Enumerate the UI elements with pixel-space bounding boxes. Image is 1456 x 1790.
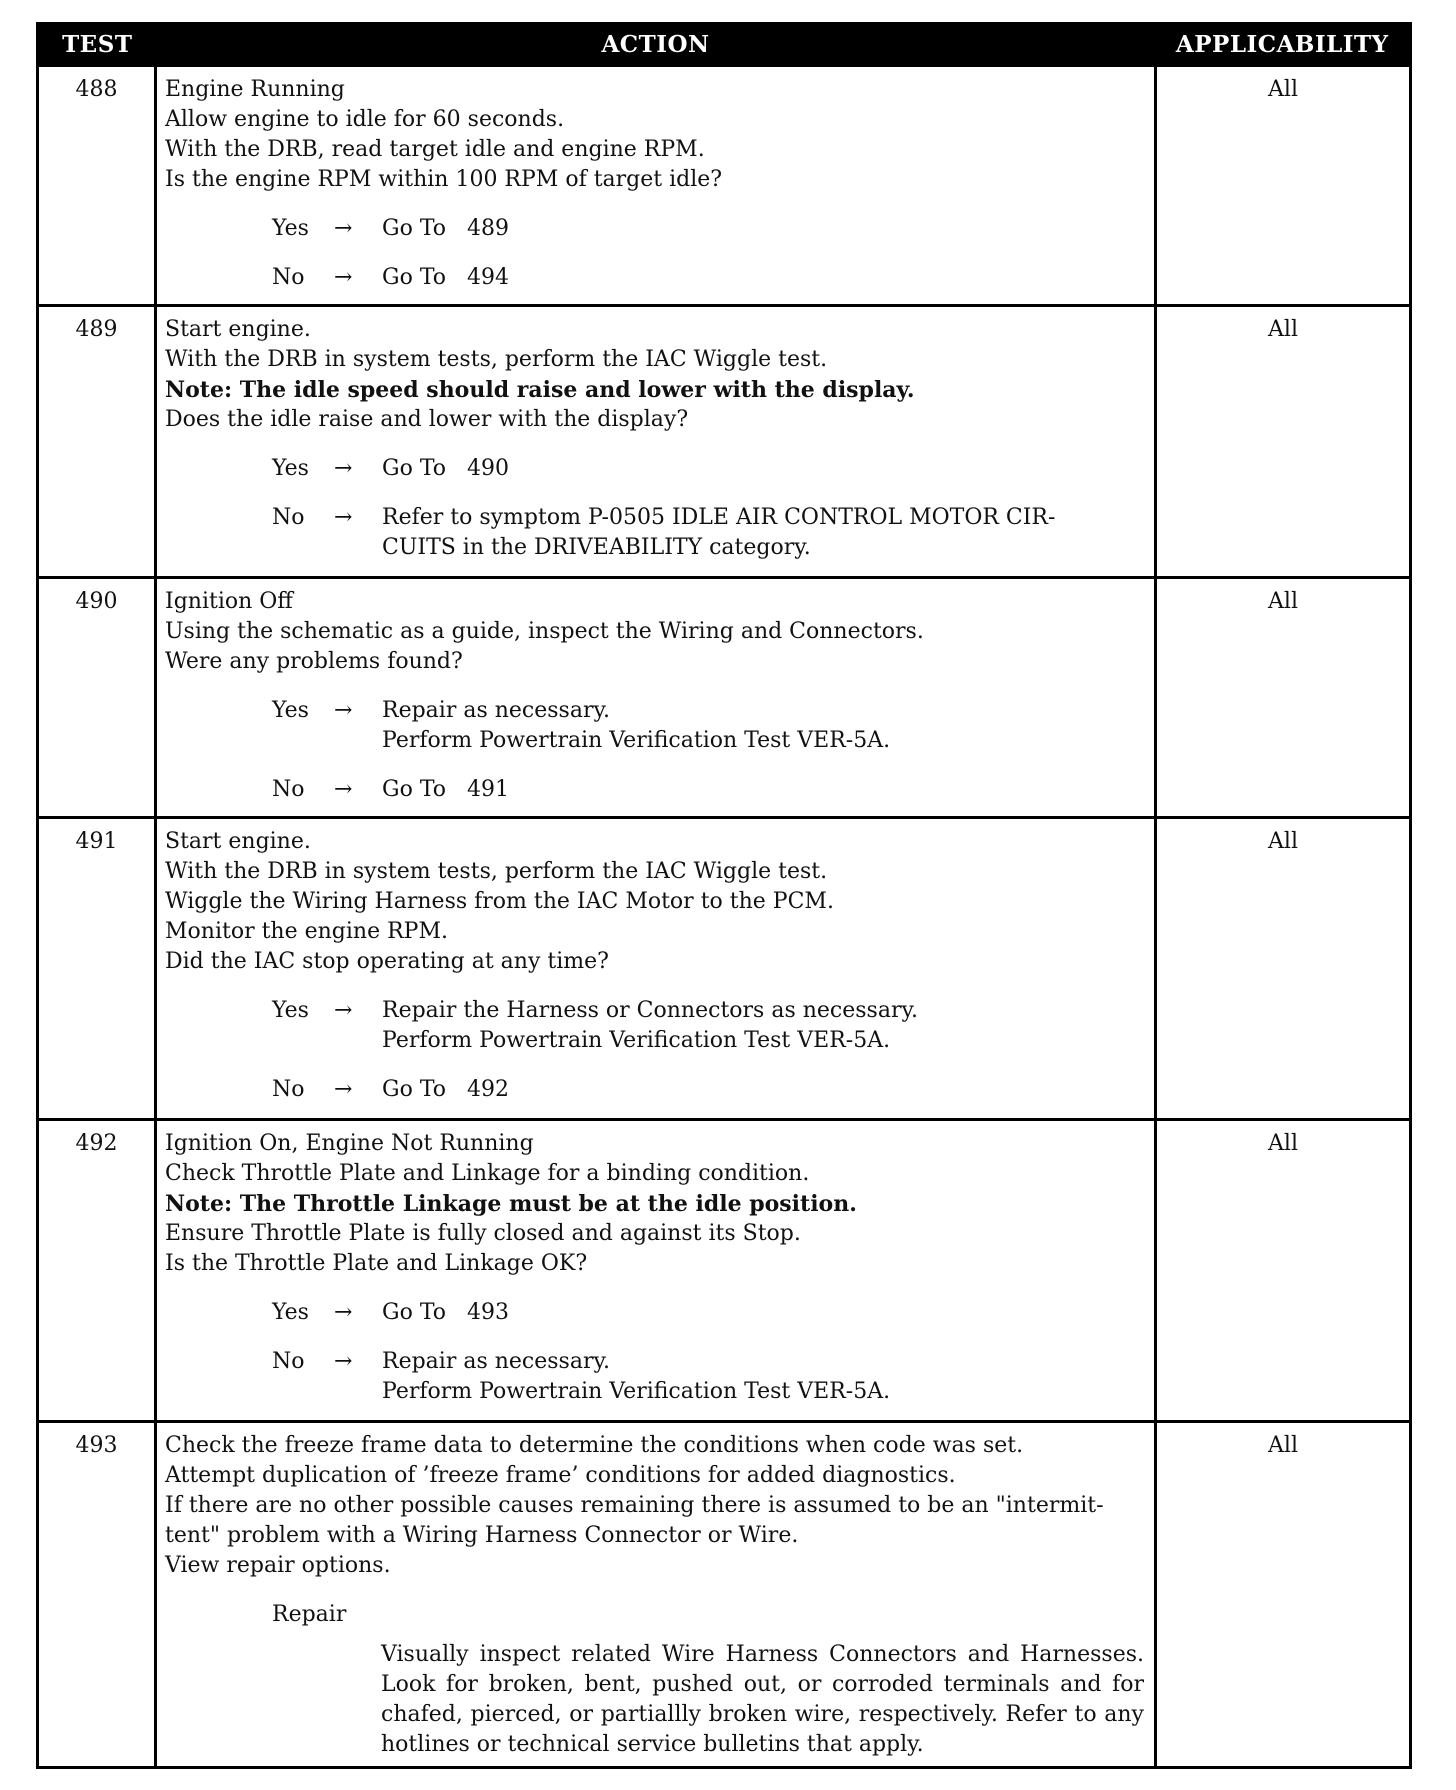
action-line: With the DRB in system tests, perform the IAC Wiggle test. — [165, 859, 828, 884]
right-arrow-icon: → — [334, 1349, 353, 1374]
right-arrow-icon: → — [334, 998, 353, 1023]
note-text: Note: The idle speed should raise and lower with the display. — [165, 377, 915, 403]
yes-branch — [272, 1298, 1144, 1328]
yes-branch — [272, 696, 1144, 756]
table-header — [38, 24, 1411, 66]
applicability: All — [1156, 578, 1411, 818]
no-branch — [272, 775, 1144, 805]
note-text: Note: The Throttle Linkage must be at the idle position. — [165, 1191, 857, 1217]
action-line: View repair options. — [165, 1553, 391, 1578]
right-arrow-icon: → — [334, 698, 353, 723]
no-result: Repair as necessary. — [382, 1349, 610, 1374]
action-cell — [156, 306, 1156, 578]
action-cell — [156, 1422, 1156, 1768]
action-cell — [156, 578, 1156, 818]
no-result: Perform Powertrain Verification Test VER-5A. — [382, 1379, 891, 1404]
yes-result: Go To 489 — [382, 216, 509, 241]
yes-label: Yes — [272, 698, 309, 723]
applicability: All — [1156, 66, 1411, 306]
action-line: tent" problem with a Wiring Harness Connector or Wire. — [165, 1523, 799, 1548]
action-line: Check Throttle Plate and Linkage for a binding condition. — [165, 1161, 810, 1186]
yes-branch — [272, 214, 1144, 244]
repair-text: Visually inspect related Wire Harness Connectors and Harnesses. Look for broken, bent, pushed out, or corroded terminals and for chafed, pierced, or partiallly broken wire, respectively. Refer to any hotlines or technical service bulletins that apply. — [381, 1642, 1144, 1757]
action-line: Start engine. — [165, 829, 311, 854]
yes-label: Yes — [272, 456, 309, 481]
action-line: Monitor the engine RPM. — [165, 919, 448, 944]
no-result: Refer to symptom P-0505 IDLE AIR CONTROL MOTOR CIR- — [382, 505, 1056, 530]
no-result: Go To 494 — [382, 265, 509, 290]
test-row-490 — [38, 578, 1411, 818]
yes-result: Repair the Harness or Connectors as necessary. — [382, 998, 918, 1023]
header-action: ACTION — [156, 24, 1156, 66]
action-line: With the DRB in system tests, perform the IAC Wiggle test. — [165, 347, 828, 372]
test-row-488 — [38, 66, 1411, 306]
no-label: No — [272, 265, 305, 290]
no-label: No — [272, 777, 305, 802]
action-line: Ignition On, Engine Not Running — [165, 1131, 534, 1156]
test-number: 492 — [38, 1120, 156, 1422]
yes-branch — [272, 996, 1144, 1056]
action-line: Is the Throttle Plate and Linkage OK? — [165, 1251, 588, 1276]
yes-label: Yes — [272, 998, 309, 1023]
action-cell — [156, 818, 1156, 1120]
repair-label: Repair — [272, 1602, 347, 1627]
test-number: 493 — [38, 1422, 156, 1768]
yes-result: Go To 490 — [382, 456, 509, 481]
no-label: No — [272, 1077, 305, 1102]
yes-result: Repair as necessary. — [382, 698, 610, 723]
right-arrow-icon: → — [334, 505, 353, 530]
no-result: CUITS in the DRIVEABILITY category. — [382, 535, 811, 560]
applicability: All — [1156, 306, 1411, 578]
yes-result: Go To 493 — [382, 1300, 509, 1325]
applicability: All — [1156, 1120, 1411, 1422]
action-line: Engine Running — [165, 77, 345, 102]
action-cell — [156, 66, 1156, 306]
no-branch — [272, 263, 1144, 293]
no-branch — [272, 503, 1144, 563]
action-line: Were any problems found? — [165, 649, 463, 674]
applicability: All — [1156, 818, 1411, 1120]
applicability: All — [1156, 1422, 1411, 1768]
action-line: Check the freeze frame data to determine the conditions when code was set. — [165, 1433, 1024, 1458]
yes-branch — [272, 454, 1144, 484]
no-result: Go To 492 — [382, 1077, 509, 1102]
no-label: No — [272, 505, 305, 530]
test-row-492 — [38, 1120, 1411, 1422]
yes-result: Perform Powertrain Verification Test VER-5A. — [382, 1028, 891, 1053]
no-label: No — [272, 1349, 305, 1374]
action-line: Start engine. — [165, 317, 311, 342]
header-applicability: APPLICABILITY — [1156, 24, 1411, 66]
no-branch — [272, 1347, 1144, 1407]
header-test: TEST — [38, 24, 156, 66]
diagnostic-test-table — [36, 22, 1412, 1769]
test-row-489 — [38, 306, 1411, 578]
action-line: Allow engine to idle for 60 seconds. — [165, 107, 565, 132]
action-line: Does the idle raise and lower with the display? — [165, 407, 689, 432]
action-line: If there are no other possible causes remaining there is assumed to be an "intermit- — [165, 1493, 1104, 1518]
test-number: 488 — [38, 66, 156, 306]
right-arrow-icon: → — [334, 777, 353, 802]
right-arrow-icon: → — [334, 216, 353, 241]
action-line: Ignition Off — [165, 589, 293, 614]
action-line: Did the IAC stop operating at any time? — [165, 949, 609, 974]
right-arrow-icon: → — [334, 1077, 353, 1102]
yes-label: Yes — [272, 216, 309, 241]
action-line: Ensure Throttle Plate is fully closed and against its Stop. — [165, 1221, 801, 1246]
test-number: 489 — [38, 306, 156, 578]
test-row-493 — [38, 1422, 1411, 1768]
no-branch — [272, 1075, 1144, 1105]
action-line: Using the schematic as a guide, inspect the Wiring and Connectors. — [165, 619, 924, 644]
right-arrow-icon: → — [334, 265, 353, 290]
yes-result: Perform Powertrain Verification Test VER-5A. — [382, 728, 891, 753]
action-line: Attempt duplication of ’freeze frame’ conditions for added diagnostics. — [165, 1463, 956, 1488]
right-arrow-icon: → — [334, 456, 353, 481]
yes-label: Yes — [272, 1300, 309, 1325]
action-line: With the DRB, read target idle and engine RPM. — [165, 137, 705, 162]
test-number: 491 — [38, 818, 156, 1120]
test-number: 490 — [38, 578, 156, 818]
right-arrow-icon: → — [334, 1300, 353, 1325]
test-row-491 — [38, 818, 1411, 1120]
action-line: Is the engine RPM within 100 RPM of target idle? — [165, 167, 723, 192]
no-result: Go To 491 — [382, 777, 509, 802]
action-cell — [156, 1120, 1156, 1422]
action-line: Wiggle the Wiring Harness from the IAC Motor to the PCM. — [165, 889, 834, 914]
